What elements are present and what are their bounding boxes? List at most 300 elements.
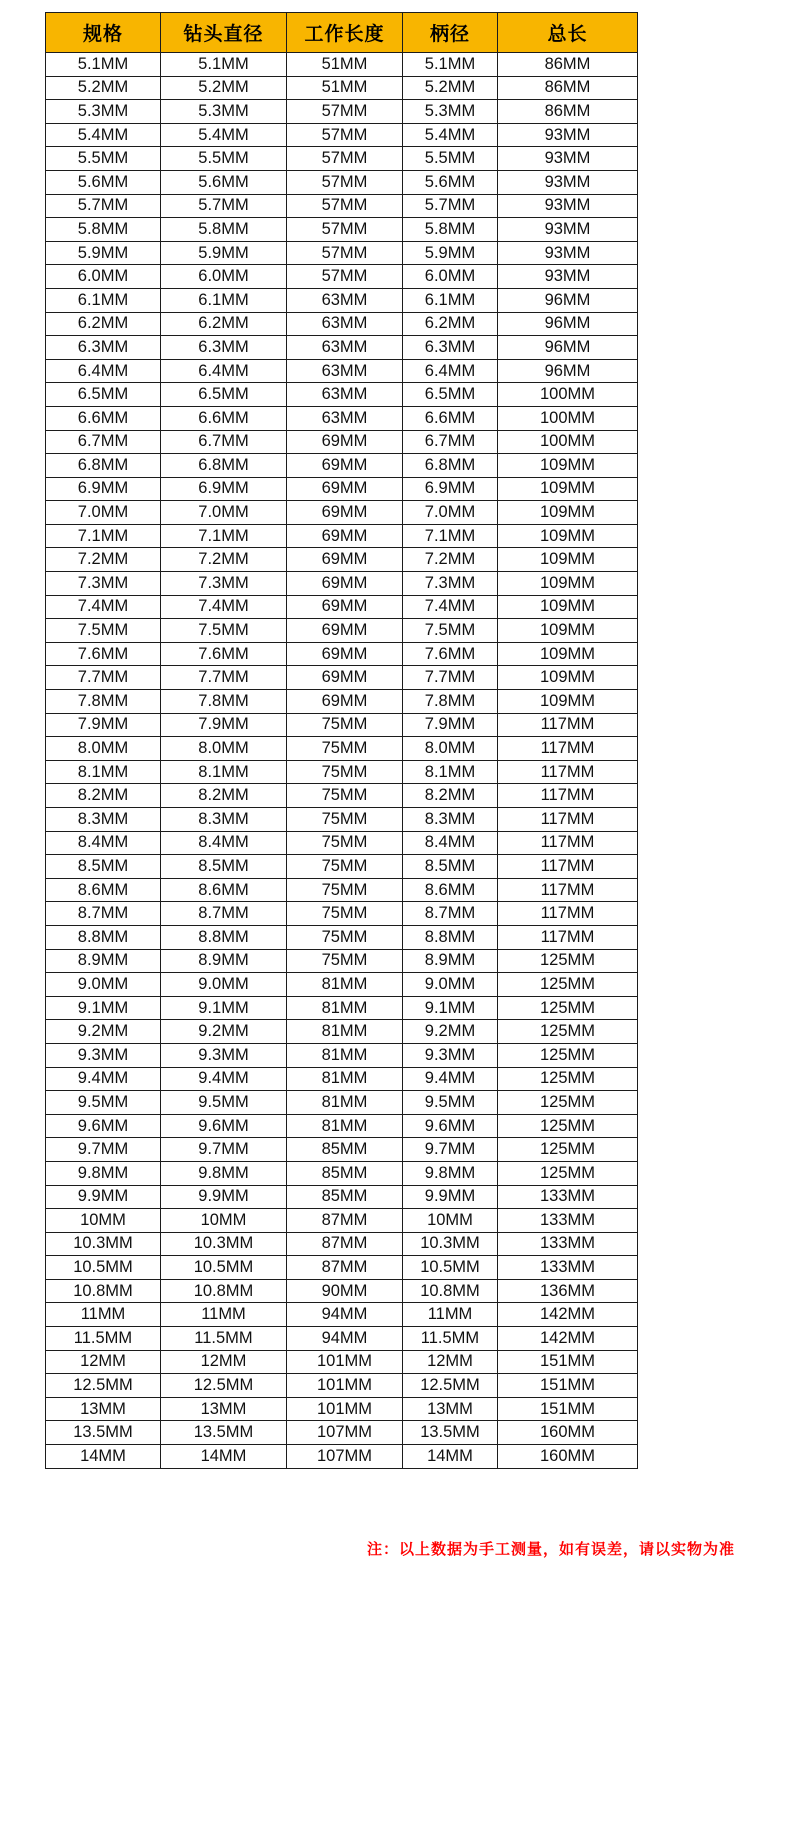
table-cell: 5.1MM	[161, 53, 287, 77]
table-cell: 7.6MM	[161, 642, 287, 666]
table-cell: 10MM	[46, 1209, 161, 1233]
table-cell: 160MM	[498, 1445, 638, 1469]
table-cell: 12.5MM	[46, 1374, 161, 1398]
table-cell: 109MM	[498, 690, 638, 714]
table-cell: 6.2MM	[161, 312, 287, 336]
table-cell: 6.4MM	[161, 359, 287, 383]
table-cell: 14MM	[161, 1445, 287, 1469]
table-cell: 9.1MM	[46, 996, 161, 1020]
table-cell: 11.5MM	[161, 1327, 287, 1351]
table-row	[46, 737, 638, 761]
table-cell: 8.6MM	[403, 878, 498, 902]
table-cell: 7.2MM	[161, 548, 287, 572]
table-cell: 8.7MM	[46, 902, 161, 926]
table-cell: 96MM	[498, 359, 638, 383]
table-cell: 13.5MM	[46, 1421, 161, 1445]
table-cell: 7.4MM	[403, 595, 498, 619]
table-cell: 151MM	[498, 1397, 638, 1421]
table-cell: 69MM	[287, 430, 403, 454]
table-cell: 9.7MM	[161, 1138, 287, 1162]
table-cell: 90MM	[287, 1279, 403, 1303]
table-cell: 151MM	[498, 1350, 638, 1374]
table-cell: 93MM	[498, 123, 638, 147]
table-cell: 9.0MM	[161, 973, 287, 997]
table-cell: 125MM	[498, 1161, 638, 1185]
table-cell: 6.4MM	[46, 359, 161, 383]
table-cell: 10MM	[161, 1209, 287, 1233]
table-row	[46, 241, 638, 265]
table-cell: 117MM	[498, 902, 638, 926]
table-row	[46, 194, 638, 218]
table-cell: 12MM	[403, 1350, 498, 1374]
table-cell: 7.3MM	[403, 572, 498, 596]
table-cell: 57MM	[287, 147, 403, 171]
table-cell: 5.5MM	[403, 147, 498, 171]
table-cell: 7.0MM	[161, 501, 287, 525]
table-cell: 117MM	[498, 713, 638, 737]
table-cell: 69MM	[287, 454, 403, 478]
table-cell: 10.8MM	[161, 1279, 287, 1303]
table-cell: 6.2MM	[46, 312, 161, 336]
table-cell: 8.6MM	[46, 878, 161, 902]
table-cell: 51MM	[287, 53, 403, 77]
table-cell: 8.8MM	[403, 925, 498, 949]
table-cell: 10.5MM	[403, 1256, 498, 1280]
table-cell: 7.9MM	[403, 713, 498, 737]
table-row	[46, 949, 638, 973]
table-row	[46, 1138, 638, 1162]
table-row	[46, 406, 638, 430]
table-cell: 14MM	[46, 1445, 161, 1469]
table-cell: 7.7MM	[161, 666, 287, 690]
table-cell: 142MM	[498, 1327, 638, 1351]
table-row	[46, 1043, 638, 1067]
table-cell: 75MM	[287, 784, 403, 808]
table-cell: 9.8MM	[161, 1161, 287, 1185]
table-cell: 69MM	[287, 548, 403, 572]
table-cell: 8.9MM	[46, 949, 161, 973]
table-cell: 133MM	[498, 1185, 638, 1209]
table-row	[46, 100, 638, 124]
table-cell: 87MM	[287, 1209, 403, 1233]
table-cell: 94MM	[287, 1303, 403, 1327]
table-cell: 5.4MM	[46, 123, 161, 147]
table-row	[46, 1209, 638, 1233]
table-cell: 6.2MM	[403, 312, 498, 336]
table-cell: 7.4MM	[46, 595, 161, 619]
table-row	[46, 666, 638, 690]
table-cell: 9.7MM	[46, 1138, 161, 1162]
table-cell: 86MM	[498, 76, 638, 100]
table-cell: 81MM	[287, 1043, 403, 1067]
col-header-total-length: 总长	[498, 13, 638, 53]
table-cell: 6.3MM	[46, 336, 161, 360]
table-cell: 109MM	[498, 501, 638, 525]
table-cell: 57MM	[287, 218, 403, 242]
table-cell: 6.9MM	[46, 477, 161, 501]
table-cell: 109MM	[498, 595, 638, 619]
table-cell: 7.9MM	[161, 713, 287, 737]
table-cell: 6.5MM	[46, 383, 161, 407]
table-cell: 51MM	[287, 76, 403, 100]
table-row	[46, 477, 638, 501]
table-cell: 7.8MM	[161, 690, 287, 714]
table-cell: 69MM	[287, 690, 403, 714]
table-cell: 6.6MM	[403, 406, 498, 430]
table-cell: 160MM	[498, 1421, 638, 1445]
table-cell: 12MM	[161, 1350, 287, 1374]
table-cell: 81MM	[287, 973, 403, 997]
table-cell: 75MM	[287, 831, 403, 855]
table-cell: 5.5MM	[46, 147, 161, 171]
table-cell: 8.8MM	[46, 925, 161, 949]
table-cell: 7.8MM	[403, 690, 498, 714]
table-cell: 101MM	[287, 1350, 403, 1374]
table-cell: 11.5MM	[46, 1327, 161, 1351]
table-cell: 69MM	[287, 501, 403, 525]
table-cell: 69MM	[287, 595, 403, 619]
table-cell: 9.6MM	[403, 1114, 498, 1138]
table-cell: 6.8MM	[161, 454, 287, 478]
table-cell: 57MM	[287, 100, 403, 124]
table-cell: 9.4MM	[403, 1067, 498, 1091]
table-cell: 142MM	[498, 1303, 638, 1327]
table-cell: 6.7MM	[161, 430, 287, 454]
table-cell: 8.7MM	[403, 902, 498, 926]
table-row	[46, 548, 638, 572]
table-cell: 100MM	[498, 406, 638, 430]
table-cell: 81MM	[287, 1091, 403, 1115]
table-cell: 8.5MM	[161, 855, 287, 879]
table-cell: 57MM	[287, 170, 403, 194]
table-cell: 57MM	[287, 265, 403, 289]
table-cell: 10.8MM	[46, 1279, 161, 1303]
table-cell: 5.4MM	[161, 123, 287, 147]
table-row	[46, 524, 638, 548]
table-cell: 8.3MM	[161, 808, 287, 832]
table-cell: 57MM	[287, 123, 403, 147]
table-cell: 93MM	[498, 147, 638, 171]
table-row	[46, 1279, 638, 1303]
table-cell: 96MM	[498, 336, 638, 360]
table-cell: 9.2MM	[161, 1020, 287, 1044]
table-cell: 7.5MM	[403, 619, 498, 643]
table-cell: 81MM	[287, 1020, 403, 1044]
table-cell: 6.0MM	[161, 265, 287, 289]
table-cell: 5.1MM	[46, 53, 161, 77]
table-cell: 8.0MM	[161, 737, 287, 761]
table-cell: 85MM	[287, 1138, 403, 1162]
table-cell: 75MM	[287, 713, 403, 737]
table-cell: 5.7MM	[161, 194, 287, 218]
table-cell: 6.8MM	[46, 454, 161, 478]
table-cell: 6.6MM	[161, 406, 287, 430]
table-cell: 8.9MM	[403, 949, 498, 973]
table-cell: 8.2MM	[403, 784, 498, 808]
table-cell: 63MM	[287, 288, 403, 312]
table-row	[46, 1421, 638, 1445]
table-cell: 5.1MM	[403, 53, 498, 77]
table-cell: 81MM	[287, 996, 403, 1020]
table-row	[46, 1067, 638, 1091]
table-cell: 81MM	[287, 1114, 403, 1138]
table-cell: 8.2MM	[46, 784, 161, 808]
table-cell: 109MM	[498, 477, 638, 501]
table-cell: 6.1MM	[161, 288, 287, 312]
table-cell: 8.4MM	[403, 831, 498, 855]
table-cell: 8.1MM	[46, 760, 161, 784]
table-cell: 69MM	[287, 477, 403, 501]
table-cell: 5.8MM	[403, 218, 498, 242]
table-cell: 8.9MM	[161, 949, 287, 973]
col-header-shank-diameter: 柄径	[403, 13, 498, 53]
table-cell: 6.7MM	[46, 430, 161, 454]
table-row	[46, 619, 638, 643]
table-cell: 109MM	[498, 572, 638, 596]
table-cell: 151MM	[498, 1374, 638, 1398]
table-cell: 10MM	[403, 1209, 498, 1233]
table-cell: 63MM	[287, 383, 403, 407]
table-cell: 9.4MM	[161, 1067, 287, 1091]
table-cell: 5.9MM	[46, 241, 161, 265]
table-cell: 8.0MM	[46, 737, 161, 761]
header-row	[46, 13, 638, 53]
table-cell: 69MM	[287, 619, 403, 643]
table-row	[46, 1397, 638, 1421]
table-cell: 6.9MM	[161, 477, 287, 501]
table-cell: 6.8MM	[403, 454, 498, 478]
table-cell: 117MM	[498, 737, 638, 761]
table-cell: 7.9MM	[46, 713, 161, 737]
table-cell: 5.3MM	[403, 100, 498, 124]
table-cell: 96MM	[498, 288, 638, 312]
table-cell: 63MM	[287, 336, 403, 360]
table-cell: 10.5MM	[161, 1256, 287, 1280]
table-cell: 117MM	[498, 784, 638, 808]
table-cell: 9.9MM	[161, 1185, 287, 1209]
table-cell: 75MM	[287, 808, 403, 832]
table-cell: 9.3MM	[46, 1043, 161, 1067]
table-cell: 6.5MM	[161, 383, 287, 407]
table-cell: 7.4MM	[161, 595, 287, 619]
table-cell: 8.0MM	[403, 737, 498, 761]
table-row	[46, 572, 638, 596]
table-row	[46, 147, 638, 171]
table-cell: 10.8MM	[403, 1279, 498, 1303]
table-cell: 57MM	[287, 194, 403, 218]
table-cell: 9.9MM	[403, 1185, 498, 1209]
table-cell: 75MM	[287, 737, 403, 761]
table-row	[46, 713, 638, 737]
table-cell: 133MM	[498, 1209, 638, 1233]
table-cell: 10.3MM	[403, 1232, 498, 1256]
table-cell: 63MM	[287, 312, 403, 336]
table-cell: 8.5MM	[46, 855, 161, 879]
table-cell: 63MM	[287, 406, 403, 430]
table-cell: 13MM	[46, 1397, 161, 1421]
table-cell: 107MM	[287, 1421, 403, 1445]
drill-spec-table	[45, 12, 638, 1469]
table-cell: 6.4MM	[403, 359, 498, 383]
measurement-note: 注：以上数据为手工测量，如有误差，请以实物为准	[366, 1541, 735, 1558]
table-row	[46, 1327, 638, 1351]
table-row	[46, 973, 638, 997]
table-row	[46, 123, 638, 147]
table-cell: 86MM	[498, 53, 638, 77]
table-cell: 7.7MM	[403, 666, 498, 690]
table-cell: 7.1MM	[46, 524, 161, 548]
table-cell: 87MM	[287, 1256, 403, 1280]
table-row	[46, 1232, 638, 1256]
table-cell: 100MM	[498, 383, 638, 407]
table-cell: 8.7MM	[161, 902, 287, 926]
table-cell: 75MM	[287, 949, 403, 973]
table-cell: 7.6MM	[46, 642, 161, 666]
table-cell: 75MM	[287, 925, 403, 949]
table-cell: 7.0MM	[46, 501, 161, 525]
table-row	[46, 760, 638, 784]
table-cell: 5.7MM	[403, 194, 498, 218]
table-cell: 9.7MM	[403, 1138, 498, 1162]
table-row	[46, 265, 638, 289]
table-cell: 125MM	[498, 1067, 638, 1091]
table-row	[46, 383, 638, 407]
table-row	[46, 808, 638, 832]
table-cell: 9.8MM	[403, 1161, 498, 1185]
table-cell: 69MM	[287, 666, 403, 690]
table-cell: 93MM	[498, 170, 638, 194]
table-cell: 6.5MM	[403, 383, 498, 407]
table-cell: 125MM	[498, 1091, 638, 1115]
table-row	[46, 784, 638, 808]
table-cell: 5.9MM	[161, 241, 287, 265]
table-cell: 75MM	[287, 855, 403, 879]
col-header-spec: 规格	[46, 13, 161, 53]
table-cell: 11MM	[161, 1303, 287, 1327]
table-cell: 6.9MM	[403, 477, 498, 501]
table-row	[46, 1114, 638, 1138]
table-cell: 69MM	[287, 572, 403, 596]
table-cell: 136MM	[498, 1279, 638, 1303]
table-row	[46, 312, 638, 336]
table-cell: 8.6MM	[161, 878, 287, 902]
table-cell: 7.2MM	[46, 548, 161, 572]
table-cell: 10.3MM	[46, 1232, 161, 1256]
table-row	[46, 996, 638, 1020]
table-cell: 8.1MM	[161, 760, 287, 784]
table-cell: 7.5MM	[161, 619, 287, 643]
table-cell: 6.3MM	[403, 336, 498, 360]
table-cell: 101MM	[287, 1397, 403, 1421]
table-cell: 5.6MM	[161, 170, 287, 194]
table-cell: 8.8MM	[161, 925, 287, 949]
table-cell: 117MM	[498, 808, 638, 832]
table-cell: 13MM	[403, 1397, 498, 1421]
table-cell: 14MM	[403, 1445, 498, 1469]
table-cell: 5.6MM	[46, 170, 161, 194]
col-header-bit-diameter: 钻头直径	[161, 13, 287, 53]
table-row	[46, 1185, 638, 1209]
table-row	[46, 76, 638, 100]
table-cell: 125MM	[498, 949, 638, 973]
table-cell: 125MM	[498, 1138, 638, 1162]
table-row	[46, 430, 638, 454]
table-cell: 93MM	[498, 194, 638, 218]
table-cell: 5.3MM	[161, 100, 287, 124]
table-row	[46, 359, 638, 383]
table-cell: 125MM	[498, 973, 638, 997]
table-cell: 6.6MM	[46, 406, 161, 430]
table-cell: 125MM	[498, 996, 638, 1020]
table-cell: 10.5MM	[46, 1256, 161, 1280]
table-cell: 125MM	[498, 1114, 638, 1138]
table-cell: 57MM	[287, 241, 403, 265]
table-cell: 69MM	[287, 642, 403, 666]
table-row	[46, 1161, 638, 1185]
table-row	[46, 1303, 638, 1327]
table-row	[46, 170, 638, 194]
table-cell: 9.2MM	[403, 1020, 498, 1044]
table-cell: 12MM	[46, 1350, 161, 1374]
table-cell: 96MM	[498, 312, 638, 336]
table-cell: 86MM	[498, 100, 638, 124]
table-cell: 5.2MM	[161, 76, 287, 100]
col-header-working-length: 工作长度	[287, 13, 403, 53]
table-cell: 6.3MM	[161, 336, 287, 360]
table-cell: 117MM	[498, 855, 638, 879]
table-row	[46, 831, 638, 855]
table-header	[46, 13, 638, 53]
table-cell: 9.4MM	[46, 1067, 161, 1091]
table-cell: 12.5MM	[161, 1374, 287, 1398]
table-cell: 109MM	[498, 619, 638, 643]
table-cell: 9.0MM	[46, 973, 161, 997]
table-cell: 117MM	[498, 925, 638, 949]
table-cell: 5.2MM	[46, 76, 161, 100]
table-cell: 10.3MM	[161, 1232, 287, 1256]
table-cell: 7.5MM	[46, 619, 161, 643]
table-cell: 5.4MM	[403, 123, 498, 147]
table-cell: 7.2MM	[403, 548, 498, 572]
table-cell: 109MM	[498, 642, 638, 666]
table-cell: 9.2MM	[46, 1020, 161, 1044]
table-cell: 133MM	[498, 1232, 638, 1256]
table-cell: 94MM	[287, 1327, 403, 1351]
table-cell: 93MM	[498, 265, 638, 289]
table-row	[46, 642, 638, 666]
table-cell: 5.8MM	[161, 218, 287, 242]
table-cell: 8.2MM	[161, 784, 287, 808]
table-cell: 5.2MM	[403, 76, 498, 100]
table-cell: 107MM	[287, 1445, 403, 1469]
table-cell: 5.5MM	[161, 147, 287, 171]
table-row	[46, 925, 638, 949]
table-row	[46, 454, 638, 478]
table-cell: 75MM	[287, 760, 403, 784]
table-cell: 8.5MM	[403, 855, 498, 879]
table-cell: 6.7MM	[403, 430, 498, 454]
table-cell: 5.7MM	[46, 194, 161, 218]
table-row	[46, 501, 638, 525]
table-cell: 93MM	[498, 218, 638, 242]
table-row	[46, 1445, 638, 1469]
table-cell: 8.3MM	[403, 808, 498, 832]
table-cell: 8.1MM	[403, 760, 498, 784]
table-row	[46, 53, 638, 77]
table-row	[46, 1091, 638, 1115]
table-cell: 109MM	[498, 548, 638, 572]
table-cell: 63MM	[287, 359, 403, 383]
